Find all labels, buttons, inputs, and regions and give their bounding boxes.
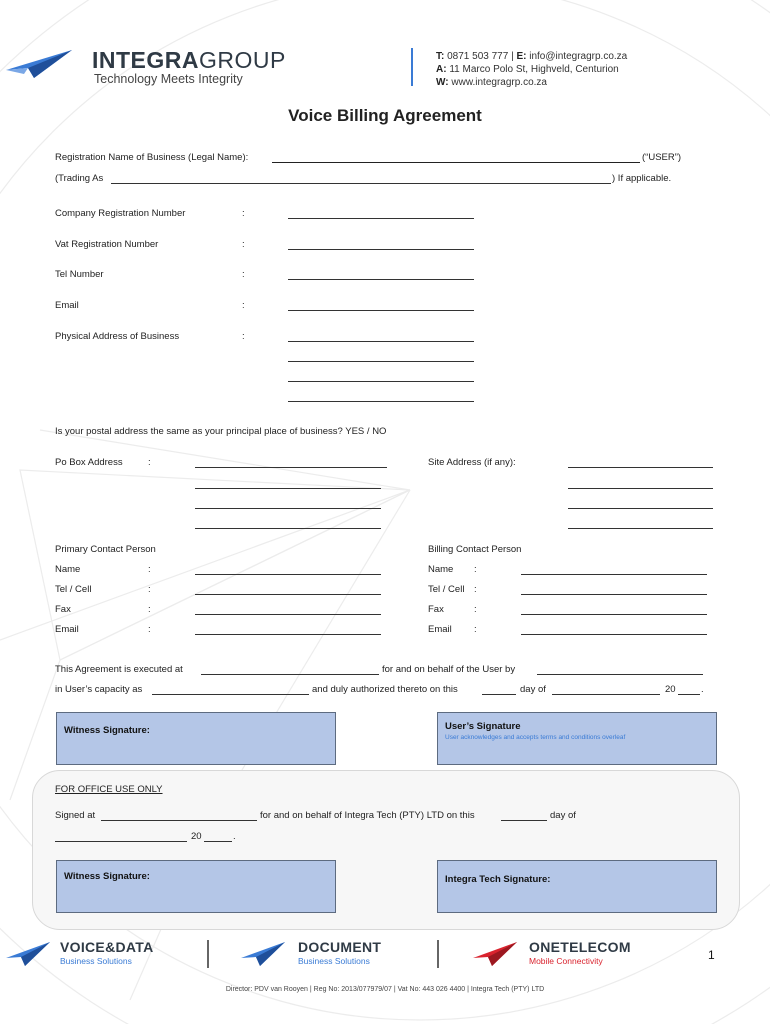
signed-at-field[interactable] bbox=[101, 820, 257, 821]
billing-name-field[interactable] bbox=[521, 574, 707, 575]
colon: : bbox=[148, 624, 151, 635]
office-month-field[interactable] bbox=[55, 841, 187, 842]
user-signature-label: User’s Signature bbox=[445, 721, 521, 732]
integra-signature-label: Integra Tech Signature: bbox=[445, 874, 551, 885]
postal-question: Is your postal address the same as your principal place of business? YES / NO bbox=[55, 426, 387, 437]
in-capacity-label: in User’s capacity as bbox=[55, 684, 143, 695]
colon: : bbox=[474, 564, 477, 575]
page-title: Voice Billing Agreement bbox=[288, 106, 482, 125]
year-prefix: 20 bbox=[665, 684, 676, 695]
physical-address-field-1[interactable] bbox=[288, 341, 474, 342]
office-witness-signature-label: Witness Signature: bbox=[64, 871, 150, 882]
billing-tel-field[interactable] bbox=[521, 594, 707, 595]
page-number: 1 bbox=[708, 948, 715, 962]
registration-name-field[interactable] bbox=[272, 162, 640, 163]
billing-fax-field[interactable] bbox=[521, 614, 707, 615]
primary-name-label: Name bbox=[55, 564, 81, 575]
colon: : bbox=[242, 239, 245, 250]
duly-authorized-label: and duly authorized thereto on this bbox=[312, 684, 458, 695]
office-year-field[interactable] bbox=[204, 841, 232, 842]
primary-name-field[interactable] bbox=[195, 574, 381, 575]
primary-email-label: Email bbox=[55, 624, 79, 635]
brand-name-bold: INTEGRA bbox=[92, 47, 199, 73]
tel-number-label: Tel Number bbox=[55, 269, 104, 280]
billing-email-field[interactable] bbox=[521, 634, 707, 635]
billing-name-label: Name bbox=[428, 564, 454, 575]
email-label: E: bbox=[516, 51, 527, 62]
site-address-field-2[interactable] bbox=[568, 488, 713, 489]
colon: : bbox=[148, 564, 151, 575]
executed-at-field[interactable] bbox=[201, 674, 379, 675]
integra-signature-box[interactable] bbox=[437, 860, 717, 913]
primary-tel-field[interactable] bbox=[195, 594, 381, 595]
colon: : bbox=[242, 208, 245, 219]
voice-data-subtitle: Business Solutions bbox=[60, 956, 132, 966]
colon: : bbox=[242, 331, 245, 342]
contact-web-line bbox=[436, 76, 627, 89]
voice-data-plane-icon bbox=[5, 940, 51, 968]
for-behalf-integra-label: for and on behalf of Integra Tech (PTY) LTD on this bbox=[260, 810, 475, 821]
document-title: DOCUMENT bbox=[298, 939, 382, 955]
po-box-field-2[interactable] bbox=[195, 488, 381, 489]
po-box-field-3[interactable] bbox=[195, 508, 381, 509]
office-period: . bbox=[233, 831, 236, 842]
period: . bbox=[701, 684, 704, 695]
colon: : bbox=[474, 604, 477, 615]
witness-signature-label: Witness Signature: bbox=[64, 725, 150, 736]
po-box-field-4[interactable] bbox=[195, 528, 381, 529]
physical-address-field-2[interactable] bbox=[288, 361, 474, 362]
footer-divider bbox=[437, 940, 439, 968]
for-behalf-user-label: for and on behalf of the User by bbox=[382, 664, 516, 675]
billing-email-label: Email bbox=[428, 624, 452, 635]
executed-at-label: This Agreement is executed at bbox=[55, 664, 183, 675]
web-label: W: bbox=[436, 77, 449, 88]
email-label: Email bbox=[55, 300, 79, 311]
brand-name-light: GROUP bbox=[199, 47, 286, 73]
witness-signature-box[interactable] bbox=[56, 712, 336, 765]
billing-contact-heading: Billing Contact Person bbox=[428, 544, 522, 555]
day-field[interactable] bbox=[482, 694, 516, 695]
integra-paper-plane-logo-icon bbox=[4, 48, 74, 80]
company-reg-field[interactable] bbox=[288, 218, 474, 219]
onetelecom-title: ONETELECOM bbox=[529, 939, 631, 955]
day-of-label: day of bbox=[520, 684, 546, 695]
voice-data-title: VOICE&DATA bbox=[60, 939, 154, 955]
colon: : bbox=[148, 604, 151, 615]
email-field[interactable] bbox=[288, 310, 474, 311]
signed-at-label: Signed at bbox=[55, 810, 96, 821]
office-year-prefix: 20 bbox=[191, 831, 202, 842]
primary-contact-heading: Primary Contact Person bbox=[55, 544, 156, 555]
year-field[interactable] bbox=[678, 694, 700, 695]
physical-address-field-3[interactable] bbox=[288, 381, 474, 382]
site-address-field-1[interactable] bbox=[568, 467, 713, 468]
company-reg-label: Company Registration Number bbox=[55, 208, 186, 219]
office-use-heading: FOR OFFICE USE ONLY bbox=[55, 784, 163, 795]
email-value: info@integragrp.co.za bbox=[529, 51, 628, 62]
user-signature-box[interactable] bbox=[437, 712, 717, 765]
site-address-field-4[interactable] bbox=[568, 528, 713, 529]
primary-email-field[interactable] bbox=[195, 634, 381, 635]
primary-fax-field[interactable] bbox=[195, 614, 381, 615]
company-registration-footer: Director: PDV van Rooyen | Reg No: 2013/077979/07 | Vat No: 443 026 4400 | Integra Tech (PTY) LTD bbox=[225, 986, 545, 993]
address-value: 11 Marco Polo St, Highveld, Centurion bbox=[449, 64, 619, 75]
billing-fax-label: Fax bbox=[428, 604, 444, 615]
month-field[interactable] bbox=[552, 694, 660, 695]
user-representative-field[interactable] bbox=[537, 674, 703, 675]
vat-reg-label: Vat Registration Number bbox=[55, 239, 159, 250]
user-tag: (“USER”) bbox=[642, 152, 682, 163]
brand-tagline: Technology Meets Integrity bbox=[94, 72, 243, 86]
colon: : bbox=[474, 584, 477, 595]
site-address-label: Site Address (if any): bbox=[428, 457, 516, 468]
site-address-field-3[interactable] bbox=[568, 508, 713, 509]
if-applicable-label: ) If applicable. bbox=[612, 173, 672, 184]
primary-tel-label: Tel / Cell bbox=[55, 584, 92, 595]
contact-tel-email-line bbox=[436, 50, 627, 63]
colon: : bbox=[148, 584, 151, 595]
onetelecom-plane-icon bbox=[472, 940, 518, 968]
registration-name-label: Registration Name of Business (Legal Name): bbox=[55, 152, 249, 163]
physical-address-field-4[interactable] bbox=[288, 401, 474, 402]
tel-label: T: bbox=[436, 51, 445, 62]
document-plane-icon bbox=[240, 940, 286, 968]
capacity-field[interactable] bbox=[152, 694, 309, 695]
colon: : bbox=[474, 624, 477, 635]
onetelecom-subtitle: Mobile Connectivity bbox=[529, 956, 603, 966]
colon: : bbox=[148, 457, 151, 468]
billing-tel-label: Tel / Cell bbox=[428, 584, 465, 595]
document-subtitle: Business Solutions bbox=[298, 956, 370, 966]
trading-as-label: (Trading As bbox=[55, 173, 104, 184]
brand-name bbox=[92, 47, 286, 74]
trading-as-field[interactable] bbox=[111, 183, 611, 184]
user-acknowledgement-note: User acknowledges and accepts terms and conditions overleaf bbox=[445, 734, 626, 741]
po-box-field-1[interactable] bbox=[195, 467, 387, 468]
web-value: www.integragrp.co.za bbox=[451, 77, 547, 88]
colon: : bbox=[242, 300, 245, 311]
contact-address-line bbox=[436, 63, 627, 76]
tel-number-field[interactable] bbox=[288, 279, 474, 280]
office-day-field[interactable] bbox=[501, 820, 547, 821]
po-box-label: Po Box Address bbox=[55, 457, 123, 468]
header-divider bbox=[411, 48, 413, 86]
physical-address-label: Physical Address of Business bbox=[55, 331, 180, 342]
colon: : bbox=[242, 269, 245, 280]
contact-block bbox=[436, 50, 627, 89]
office-day-of-label: day of bbox=[550, 810, 576, 821]
vat-reg-field[interactable] bbox=[288, 249, 474, 250]
footer-divider bbox=[207, 940, 209, 968]
address-label: A: bbox=[436, 64, 447, 75]
tel-value: 0871 503 777 | bbox=[447, 51, 514, 62]
primary-fax-label: Fax bbox=[55, 604, 71, 615]
office-witness-signature-box[interactable] bbox=[56, 860, 336, 913]
